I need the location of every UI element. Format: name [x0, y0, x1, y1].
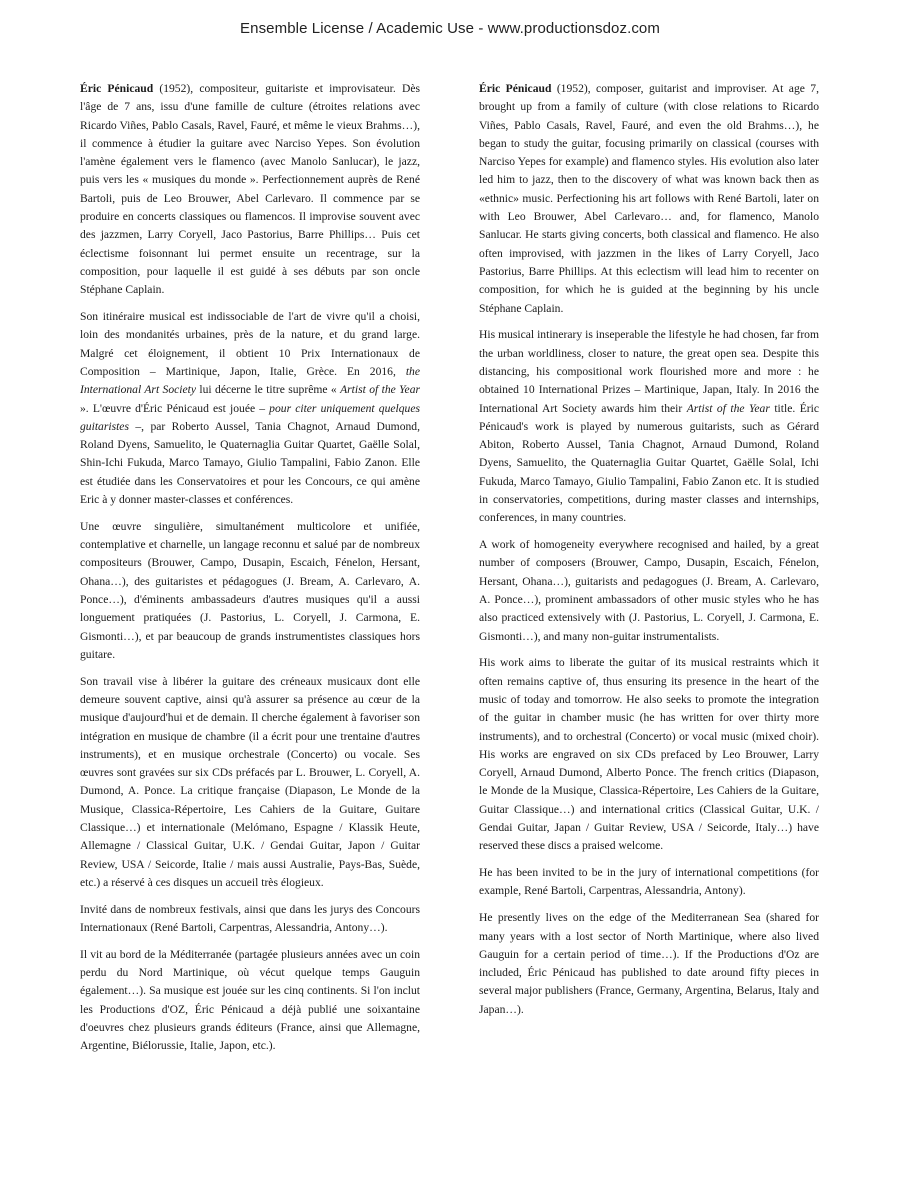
bio-en-p2-text-a: His musical intinerary is inseperable the lifestyle he had chosen, far from the urban worldliness, closer to nature, the great open sea. Despite this distancing, his compositional work flourished more and more : he obtained 10 International Prizes – Martinique, Japan, Italy. In 2016 the International Art Society awards him their	[479, 328, 819, 415]
bio-fr-p2-text-a: Son itinéraire musical est indissociable de l'art de vivre qu'il a choisi, loin des mondanités urbaines, près de la nature, et du grand large. Malgré cet éloignement, il obtient 10 Prix Internationaux de Composition – Martinique, Japon, Italie, Grèce. En 2016,	[80, 310, 420, 378]
bio-en-p1-text: (1952), composer, guitarist and improviser. At age 7, brought up from a family of culture (with close relations to Ricardo Viñes, Pablo Casals, Ravel, Fauré, and even the old Brahms…), he began to study the guitar, focusing primarily on classical (courses with Narciso Yepes for example) and flamenco styles. His evolution also later led him to jazz, then to the discovery of what was known back then as «ethnic» music. Perfectioning his art follows with René Bartoli, later on with Leo Brouwer, Abel Carlevaro… and, for flamenco, Manolo Sanlucar. He starts giving concerts, both classical and flamenco. He also often improvised, with jazzmen in the likes of Larry Coryell, Jaco Pastorius, Barre Phillips. At this eclectism will lead him to recenter on composition, for which he is guided at the beginning by his uncle Stéphane Caplain.	[479, 82, 819, 315]
bio-english-column	[479, 80, 819, 1028]
bio-fr-paragraph-3: Une œuvre singulière, simultanément multicolore et unifiée, contemplative et charnelle, un langage reconnu et salué par de nombreux compositeurs (Brouwer, Campo, Dusapin, Escaich, Fénelon, Hersant, Ohana…), des guitaristes et pédagogues (J. Bream, A. Carlevaro, A. Ponce…), d'éminents ambassadeurs d'autres musiques qu'il a aussi longuement pratiquées (J. Pastorius, L. Coryell, J. Carmona, E. Gismonti…), et par beaucoup de grands instrumentistes classiques hors guitare.	[80, 519, 420, 661]
bio-fr-p2-text-d: –, par Roberto Aussel, Tania Chagnot, Arnaud Dumond, Roland Dyens, Samuelito, le Quaternaglia Guitar Quartet, Gaëlle Solal, Shin-Ichi Fukuda, Marco Tamayo, Giulio Tampalini, Fabio Zanon. Elle est étudiée dans les Conservatoires et pour les Concours, ce qui amène Eric à y donner master-classes et conférences.	[80, 419, 420, 507]
bio-fr-paragraph-2	[80, 308, 420, 509]
composer-name: Éric Pénicaud	[479, 82, 552, 95]
bio-en-p2-text-b: title. Éric Pénicaud's work is played by numerous guitarists, such as Gérard Abiton, Roberto Aussel, Tania Chagnot, Arnaud Dumond, Roland Dyens, Samuelito, the Quaternaglia Guitar Quartet, Gaëlle Solal, Ichi Fukuda, Marco Tamayo, Giulio Tampalini, Fabio Zanon etc. It is studied in conservatories, competitions, during master classes and internships, conferences, in many countries.	[479, 401, 820, 525]
bio-fr-p1-text: (1952), compositeur, guitariste et improvisateur. Dès l'âge de 7 ans, issu d'une famille de culture (étroites relations avec Ricardo Viñes, Pablo Casals, Ravel, Fauré, et même le vieux Brahms…), il commence à étudier la guitare avec Narciso Yepes. Son évolution l'amène également vers le flamenco (avec Manolo Sanlucar), le jazz, puis vers les « musiques du monde ». Perfectionnement auprès de René Bartoli, puis de Leo Brouwer, Abel Carlevaro. Il commence par se produire en concerts classiques ou flamencos. Il improvise souvent avec des jazzmen, Larry Coryell, Jaco Pastorius, Barre Phillips… Puis cet éclectisme foisonnant lui permet ensuite un recentrage, sur la composition, pour laquelle il est guidé à ses débuts par son oncle Stéphane Caplain.	[80, 82, 420, 297]
bio-en-paragraph-2	[479, 326, 819, 527]
bio-french-column	[80, 80, 420, 1064]
bio-en-paragraph-1	[479, 80, 819, 318]
bio-fr-paragraph-6: Il vit au bord de la Méditerranée (partagée plusieurs années avec un coin perdu du Nord Martinique, où vécut quelque temps Gauguin également…). Sa musique est jouée sur les cinq continents. Si l'on inclut les Productions d'OZ, Éric Pénicaud a déjà publié une soixantaine d'oeuvres chez plusieurs grands éditeurs (France, ainsi que Allemagne, Argentine, Biélorussie, Italie, Japon, etc.).	[80, 947, 420, 1053]
bio-fr-paragraph-4: Son travail vise à libérer la guitare des créneaux musicaux dont elle demeure souvent captive, ainsi qu'à assurer sa présence au cœur de la musique d'aujourd'hui et de demain. Il cherche également à favoriser son intégration en musique de chambre (il a écrit pour une trentaine d'autres instruments), et en musique orchestrale (Concerto) ou vocale. Ses œuvres sont gravées sur six CDs préfacés par L. Brouwer, L. Coryell, A. Dumond, A. Ponce. La critique française (Diapason, Le Monde de la Musique, Classica-Répertoire, Les Cahiers de la Guitare, Guitare Classique…) et internationale (Melómano, Espagne / Klassik Heute, Allemagne / Classical Guitar, U.K. / Gendai Guitar, Japon / Guitar Review, USA / Seicorde, Italie / mais aussi Australie, Pays-Bas, Suède, etc.) a réservé à ces disques un accueil très élogieux.	[80, 674, 420, 889]
bio-fr-paragraph-5: Invité dans de nombreux festivals, ainsi que dans les jurys des Concours Internationaux (René Bartoli, Carpentras, Alessandria, Antony…).	[80, 902, 420, 935]
bio-fr-p2-text-b: lui décerne le titre suprême «	[196, 383, 341, 397]
bio-en-paragraph-6: He presently lives on the edge of the Mediterranean Sea (shared for many years with a lost sector of North Martinique, where also lived Gauguin for a certain period of time…). If the Productions d'Oz are included, Éric Pénicaud has published to date around fifty pieces in several major publishers (France, Germany, Argentina, Belarus, Italy and Japan…).	[479, 911, 819, 1016]
bio-en-paragraph-3: A work of homogeneity everywhere recognised and hailed, by a great number of composers (Brouwer, Campo, Dusapin, Escaich, Fénelon, Hersant, Ohana…), guitarists and pedagogues (J. Bream, A. Carlevaro, A. Ponce…), prominent ambassadors of other music styles who he has also practiced extensively with (J. Pastorius, L. Coryell, J. Carmona, E. Gismonti…), and many non-guitar instrumentalists.	[479, 538, 819, 643]
bio-fr-p2-text-c: ». L'œuvre d'Éric Pénicaud est jouée –	[80, 401, 270, 415]
license-header: Ensemble License / Academic Use - www.productionsdoz.com	[240, 20, 660, 37]
bio-en-paragraph-4: His work aims to liberate the guitar of its musical restraints which it often remains captive of, thus ensuring its presence in the heart of the music of today and tomorrow. He also seeks to promote the integration of the guitar in chamber music (he has written for over thirty more instruments), and to orchestral (Concerto) or vocal music (mixed choir). His works are engraved on six CDs prefaced by Leo Brouwer, Larry Coryell, Arnaud Dumond, Alberto Ponce. The french critics (Diapason, le Monde de la Musique, Classica-Répertoire, Les Cahiers de la Guitare, Guitar Classique…) and international critics (Classical Guitar, U.K. / Gendai Guitar, Japan / Guitar Review, USA / Seicorde, Italy…) have reserved these discs a praised welcome.	[479, 656, 819, 853]
bio-fr-p2-italic-3: pour citer uniquement quelques guitaristes	[80, 401, 420, 433]
composer-name: Éric Pénicaud	[80, 82, 154, 95]
bio-en-paragraph-5: He has been invited to be in the jury of international competitions (for example, René Bartoli, Carpentras, Alessandria, Antony).	[479, 866, 819, 898]
bio-en-p2-italic-1: Artist of the Year	[686, 401, 770, 415]
bio-fr-paragraph-1	[80, 80, 420, 300]
bio-fr-p2-italic-2: Artist of the Year	[340, 383, 421, 397]
bio-fr-p2-italic-1: the International Art Society	[80, 364, 420, 397]
